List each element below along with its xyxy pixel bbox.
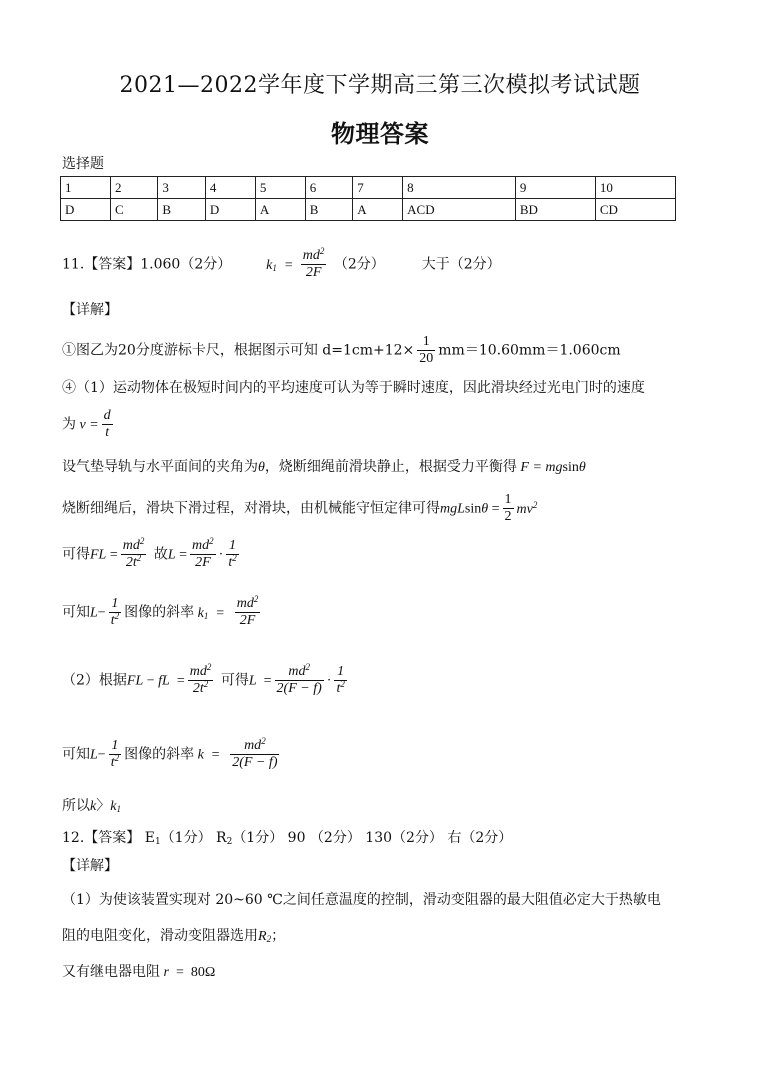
text: 阻的电阻变化，滑动变阻器选用 — [62, 928, 258, 944]
q11-detail-heading: 【详解】 — [62, 302, 118, 318]
text: 可得 — [62, 546, 90, 563]
q11-line-3: 为 v = $\frac{d}{t}$ — [62, 408, 111, 441]
table-cell: 10 — [595, 177, 675, 199]
table-cell: 3 — [158, 177, 205, 199]
table-cell: BD — [515, 199, 595, 221]
text: 故 — [153, 546, 168, 563]
table-cell: 7 — [353, 177, 403, 199]
table-cell: D — [61, 199, 111, 221]
answer-subtitle: 物理答案 — [331, 119, 429, 148]
q11-score-2: （2分） — [333, 256, 385, 273]
table-row-answers — [61, 199, 676, 221]
table-cell: 6 — [305, 177, 352, 199]
q11-line-1 — [62, 334, 621, 367]
text: （1分） 90 （2分） 130（2分） 右（2分） — [232, 830, 513, 846]
fraction: $\frac{md^2}{2t^2}$ — [189, 662, 212, 697]
text: （2）根据 — [62, 672, 127, 689]
q11-answer-line — [62, 248, 501, 281]
exam-title: 2021—2022学年度下学期高三第三次模拟考试试题 — [119, 73, 641, 98]
table-cell: B — [158, 199, 205, 221]
q11-conclusion: 所以k〉$k_1$ — [62, 798, 121, 814]
fraction: $\frac{md^2}{2F}$ — [302, 246, 325, 281]
q11-line-5: 烧断细绳后，滑块下滑过程，对滑块，由机械能守恒定律可得mgLsinθ = $\frac{1}{2}$ $mv^2$ — [62, 492, 538, 525]
text: 为 — [62, 416, 76, 433]
fraction: $\frac{1}{t^2}$ — [110, 596, 120, 629]
text: ①图乙为20分度游标卡尺，根据图示可知 d=1cm+12× — [62, 342, 415, 359]
text: 又有继电器电阻 — [62, 964, 160, 980]
text: 烧断细绳后，滑块下滑过程，对滑块，由机械能守恒定律可得 — [62, 500, 440, 517]
text: 可知 — [62, 604, 90, 621]
q11-line-7: 可知L− $\frac{1}{t^2}$ 图像的斜率 $k_1$ = $\frac{md^2}{2F}$ — [62, 594, 259, 629]
q12-line-3: 又有继电器电阻 r = 80Ω — [62, 964, 216, 980]
fraction: $\frac{md^2}{2(F - f)}$ — [276, 662, 322, 697]
fraction: $\frac{md^2}{2F}$ — [236, 594, 259, 629]
table-cell: 2 — [110, 177, 157, 199]
table-cell: ACD — [403, 199, 516, 221]
fraction: $\frac{1}{2}$ — [504, 492, 512, 525]
fraction: $\frac{d}{t}$ — [103, 408, 111, 441]
text: 12.【答案】 E — [62, 830, 155, 846]
text: 可知 — [62, 746, 90, 763]
fraction: $\frac{md^2}{2F}$ — [192, 536, 214, 571]
q12-answer-line: 12.【答案】 $E_1(1$分） $R_2(1$分） 90 （2分） 130（2分） 右（2分） — [62, 830, 513, 847]
q12-line-2: 阻的电阻变化，滑动变阻器选用$R_2$； — [62, 928, 286, 944]
fraction: $\frac{1}{t^2}$ — [110, 738, 120, 771]
choice-answer-table — [60, 176, 676, 221]
q12-detail-heading: 【详解】 — [62, 858, 118, 874]
formula-k1: $k_1$ = — [266, 257, 294, 273]
q11-line-2: ④（1）运动物体在极短时间内的平均速度可认为等于瞬时速度，因此滑块经过光电门时的速度 — [62, 380, 645, 396]
text: （1分） R — [160, 830, 227, 846]
text: 所以 — [62, 798, 90, 814]
q11-line-4: 设气垫导轨与水平面间的夹角为θ，烧断细绳前滑块静止，根据受力平衡得 F = mgsinθ — [62, 459, 586, 475]
fraction: $\frac{1}{t^2}$ — [228, 538, 237, 571]
table-cell: 8 — [403, 177, 516, 199]
fraction: $\frac{1}{20}$ — [419, 334, 434, 367]
table-cell: 5 — [255, 177, 305, 199]
table-cell: C — [110, 199, 157, 221]
table-cell: D — [205, 199, 255, 221]
table-cell: CD — [595, 199, 675, 221]
fraction: $\frac{1}{t^2}$ — [336, 664, 345, 697]
table-cell: 1 — [61, 177, 111, 199]
table-row-numbers — [61, 177, 676, 199]
text: 设气垫导轨与水平面间的夹角为 — [62, 459, 258, 475]
text: mm＝10.60mm＝1.060cm — [438, 342, 621, 359]
text: 图像的斜率 — [124, 604, 195, 621]
table-cell: A — [255, 199, 305, 221]
text: ，烧断细绳前滑块静止，根据受力平衡得 — [264, 459, 517, 475]
table-cell: A — [353, 199, 403, 221]
q12-line-1: （1）为使该装置实现对 20~60 ℃之间任意温度的控制，滑动变阻器的最大阻值必定大于热敏电 — [62, 892, 661, 908]
q11-line-8: （2）根据FL − fL = $\frac{md^2}{2t^2}$ 可得L = $\frac{md^2}{2(F - f)}$ · $\frac{1}{t^2}$ — [62, 662, 345, 697]
table-cell: 4 — [205, 177, 255, 199]
q11-answer-3: 大于（2分） — [421, 256, 501, 273]
table-cell: B — [305, 199, 352, 221]
table-cell: 9 — [515, 177, 595, 199]
text: 可得 — [220, 672, 249, 689]
q11-line-9: 可知L− $\frac{1}{t^2}$ 图像的斜率 k = $\frac{md^2}{2(F - f)}$ — [62, 736, 278, 771]
q11-line-6: 可得FL = $\frac{md^2}{2t^2}$ 故L = $\frac{md^2}{2F}$ · $\frac{1}{t^2}$ — [62, 536, 237, 571]
fraction: $\frac{md^2}{2t^2}$ — [122, 536, 145, 571]
fraction: $\frac{md^2}{2(F - f)}$ — [232, 736, 278, 771]
text: 图像的斜率 — [124, 746, 195, 763]
q11-answer-head: 11.【答案】1.060（2分） — [62, 256, 232, 273]
choice-section-label: 选择题 — [62, 156, 104, 172]
